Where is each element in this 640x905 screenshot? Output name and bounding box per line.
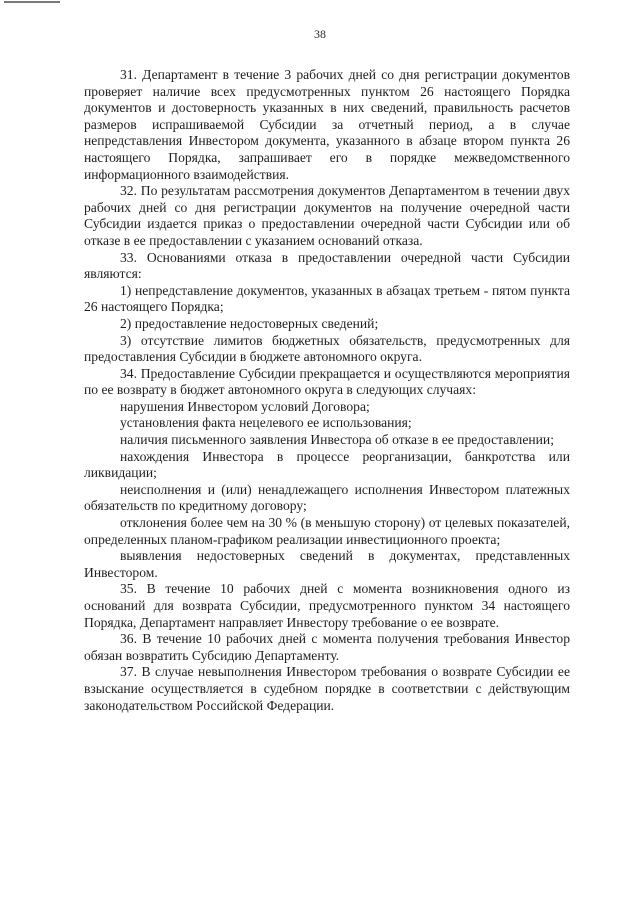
paragraph-36: 36. В течение 10 рабочих дней с момента получения требования Инвестор обязан возвратить Субсидию Департаменту.: [84, 631, 570, 663]
paragraph-34-case-7: выявления недостоверных сведений в документах, представленных Инвестором.: [84, 548, 570, 580]
paragraph-34: 34. Предоставление Субсидии прекращается и осуществляются мероприятия по ее возврату в бюджет автономного округа в следующих случаях:: [84, 365, 570, 398]
paragraph-34-case-3: наличия письменного заявления Инвестора об отказе в ее предоставлении;: [120, 432, 554, 448]
paragraph-33-item-1: 1) непредставление документов, указанных в абзацах третьем - пятом пункта 26 настоящего Порядка;: [84, 282, 570, 315]
paragraph-31: 31. Департамент в течение 3 рабочих дней со дня регистрации документов проверяет наличие всех предусмотренных пунктом 26 настоящего Порядка документов и достоверность указанных в них сведений, правильность расчетов размеров испрашиваемой Субсидии за отчетный период, а в случае непредставления Инвестором документа, указанного в абзаце втором пункта 26 настоящего Порядка, запрашивает его в порядке межведомственного информационного взаимодействия.: [84, 67, 570, 182]
document-body: [84, 67, 570, 714]
paragraph-34-case-1: нарушения Инвестором условий Договора;: [120, 398, 370, 414]
paragraph-34-case-2: установления факта нецелевого ее использования;: [120, 415, 412, 431]
paragraph-35: 35. В течение 10 рабочих дней с момента возникновения одного из оснований для возврата Субсидии, предусмотренного пунктом 34 настоящего Порядка, Департамент направляет Инвестору требование о ее возврате.: [84, 581, 570, 630]
paragraph-37: 37. В случае невыполнения Инвестором требования о возврате Субсидии ее взыскание осуществляется в судебном порядке в соответствии с действующим законодательством Российской Федерации.: [84, 664, 570, 713]
paragraph-33-item-2: 2) предоставление недостоверных сведений;: [120, 315, 379, 331]
paragraph-32: 32. По результатам рассмотрения документов Департаментом в течении двух рабочих дней со дня регистрации документов на получение очередной части Субсидии издается приказ о предоставлении очередной части Субсидии или об отказе в ее предоставлении с указанием оснований отказа.: [84, 183, 570, 248]
scan-corner-mark: [4, 1, 60, 3]
paragraph-33-item-3: 3) отсутствие лимитов бюджетных обязательств, предусмотренных для предоставления Субсидии в бюджете автономного округа.: [84, 332, 570, 365]
page-number: 38: [314, 27, 326, 41]
paragraph-34-case-6: отклонения более чем на 30 % (в меньшую сторону) от целевых показателей, определенных планом-графиком реализации инвестиционного проекта;: [84, 515, 570, 547]
paragraph-33: 33. Основаниями отказа в предоставлении очередной части Субсидии являются:: [84, 249, 570, 282]
paragraph-34-case-5: неисполнения и (или) ненадлежащего исполнения Инвестором платежных обязательств по кредитному договору;: [84, 481, 570, 514]
paragraph-34-case-4: нахождения Инвестора в процессе реорганизации, банкротства или ликвидации;: [84, 448, 570, 481]
